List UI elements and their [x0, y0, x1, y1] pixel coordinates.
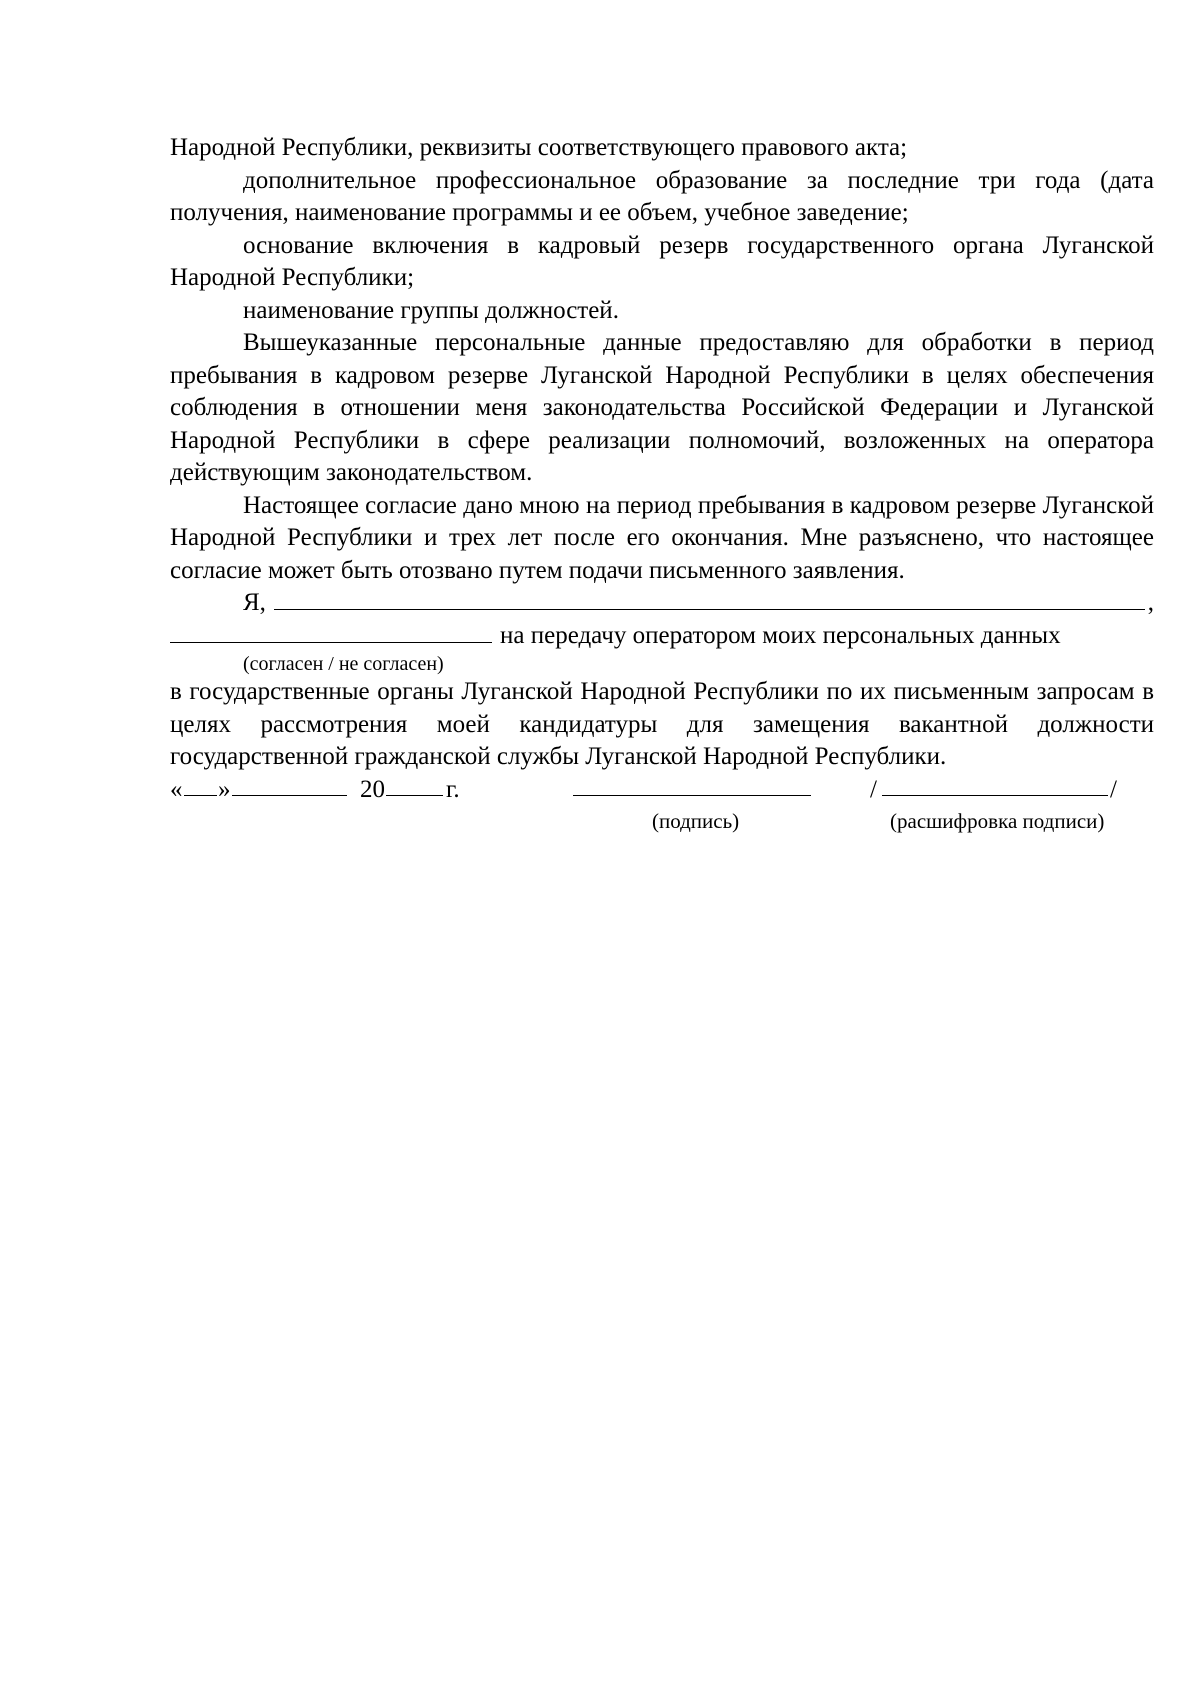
date-year-blank[interactable] — [386, 795, 443, 796]
signature-blank[interactable] — [573, 795, 811, 796]
signature-row — [170, 774, 1154, 808]
decoding-slash-close: / — [1110, 775, 1117, 803]
signature-captions-row — [170, 808, 1154, 834]
document-body — [170, 132, 1154, 834]
consent-line — [170, 620, 1154, 653]
date-quote-open: « — [170, 775, 183, 803]
signature-decoding-blank[interactable] — [882, 795, 1108, 796]
paragraph-consent-period: Настоящее согласие дано мною на период пребывания в кадровом резерве Луганской Народной Республики и трех лет после его окончания. Мне разъяснено, что настоящее согласие может быть отозвано путем подачи письменного заявления. — [170, 491, 1154, 584]
paragraph-legal-act: Народной Республики, реквизиты соответствующего правового акта; — [170, 134, 908, 161]
consent-text: на передачу оператором моих персональных данных — [500, 621, 1061, 649]
date-day-blank[interactable] — [184, 795, 217, 796]
paragraph-transfer-purpose: в государственные органы Луганской Народной Республики по их письменным запросам в целях рассмотрения моей кандидатуры для замещения вакантной должности государственной гражданской службы Луганской Народной Республики. — [170, 678, 1154, 770]
full-name-suffix: , — [1147, 589, 1154, 616]
date-quote-close: » — [218, 775, 231, 803]
decoding-slash-open: / — [870, 775, 877, 803]
full-name-prefix: Я, — [243, 589, 266, 616]
date-year-suffix: г. — [446, 775, 460, 803]
full-name-blank[interactable] — [274, 587, 1145, 610]
paragraph-position-group: наименование группы должностей. — [243, 296, 619, 324]
signature-caption: (подпись) — [652, 808, 740, 833]
signature-decoding-caption: (расшифровка подписи) — [890, 808, 1105, 833]
paragraph-reserve-basis: основание включения в кадровый резерв государственного органа Луганской Народной Республики; — [170, 231, 1154, 291]
date-month-blank[interactable] — [232, 795, 347, 796]
paragraph-additional-education: дополнительное профессиональное образование за последние три года (дата получения, наименование программы и ее объем, учебное заведение; — [170, 166, 1154, 226]
consent-caption: (согласен / не согласен) — [243, 653, 444, 675]
paragraph-data-processing-purpose: Вышеуказанные персональные данные предоставляю для обработки в период пребывания в кадровом резерве Луганской Народной Республики в целях обеспечения соблюдения в отношении меня законодательства Российской Федерации и Луганской Народной Республики в сфере реализации полномочий, возложенных на оператора действующим законодательством. — [170, 329, 1154, 486]
consent-caption-row — [170, 652, 1154, 676]
consent-blank[interactable] — [170, 620, 492, 643]
date-year-prefix: 20 — [360, 775, 385, 803]
full-name-line — [170, 587, 1154, 620]
